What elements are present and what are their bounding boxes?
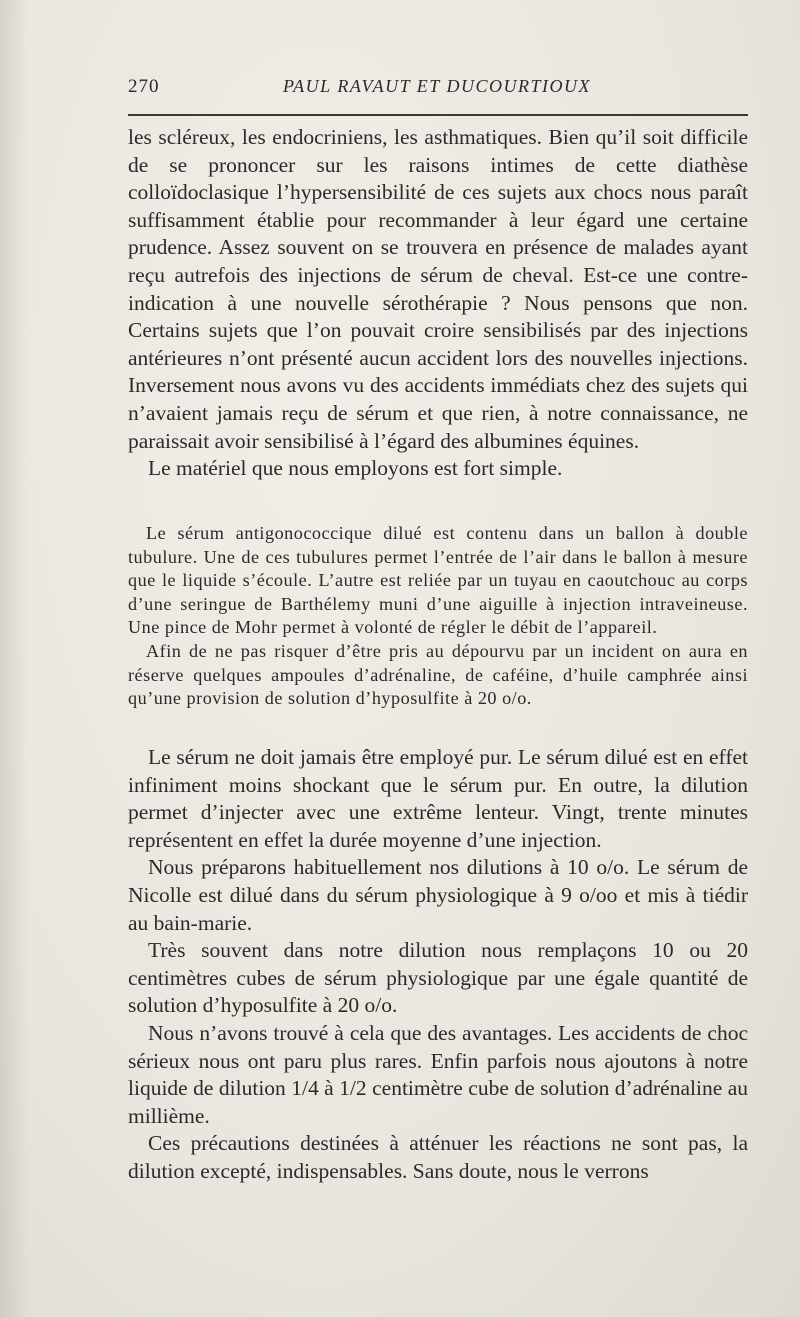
- text-block-upper: [128, 124, 748, 483]
- paragraph-8: Nous n’avons trouvé à cela que des avantages. Les accidents de choc sérieux nous ont paru plus rares. Enfin parfois nous ajoutons à notre liquide de dilution 1/4 à 1/2 centimètre cube de solution d’adrénaline au millième.: [128, 1020, 748, 1128]
- paragraph-9: Ces précautions destinées à atténuer les réactions ne sont pas, la dilution excepté, indispensables. Sans doute, nous le verrons: [128, 1131, 748, 1183]
- page-number: 270: [128, 76, 160, 97]
- page-header: [128, 76, 748, 106]
- text-block-lower: [128, 744, 748, 1186]
- paragraph-2: Le matériel que nous employons est fort simple.: [148, 456, 563, 481]
- page-gutter-shadow: [0, 0, 28, 1317]
- running-title: PAUL RAVAUT ET DUCOURTIOUX: [283, 76, 591, 96]
- paragraph-4: Afin de ne pas risquer d’être pris au dépourvu par un incident on aura en réserve quelques ampoules d’adrénaline, de caféine, d’huile camphrée ainsi qu’une provision de solution d’hyposulfite à 20 o/o.: [128, 640, 748, 709]
- paragraph-5: Le sérum ne doit jamais être employé pur. Le sérum dilué est en effet infiniment moins shockant que le sérum pur. En outre, la dilution permet d’injecter avec une extrême lenteur. Vingt, trente minutes représentent en effet la durée moyenne d’une injection.: [128, 745, 748, 852]
- paragraph-6: Nous préparons habituellement nos dilutions à 10 o/o. Le sérum de Nicolle est dilué dans du sérum physiologique à 9 o/oo et mis à tiédir au bain-marie.: [128, 855, 748, 935]
- paragraph-7: Très souvent dans notre dilution nous remplaçons 10 ou 20 centimètres cubes de sérum physiologique par une égale quantité de solution d’hyposulfite à 20 o/o.: [128, 938, 748, 1018]
- text-block-small-print: [128, 522, 748, 711]
- header-rule: [128, 114, 748, 116]
- paragraph-3: Le sérum antigonococcique dilué est contenu dans un ballon à double tubulure. Une de ces tubulures permet l’entrée de l’air dans le ballon à mesure que le liquide s’écoule. L’autre est reliée par un tuyau en caoutchouc au corps d’une seringue de Barthélemy muni d’une aiguille à injection intraveineuse. Une pince de Mohr permet à volonté de régler le débit de l’appareil.: [128, 523, 748, 638]
- paragraph-1: les scléreux, les endocriniens, les asthmatiques. Bien qu’il soit difficile de se prononcer sur les raisons intimes de cette diathèse colloïdoclasique l’hypersensibilité de ces sujets aux chocs nous paraît suffisamment établie pour recommander à leur égard une certaine prudence. Assez souvent on se trouvera en présence de malades ayant reçu autrefois des injections de sérum de cheval. Est-ce une contre-indication à une nouvelle sérothérapie ? Nous pensons que non. Certains sujets que l’on pouvait croire sensibilisés par des injections antérieures n’ont présenté aucun accident lors des nouvelles injections. Inversement nous avons vu des accidents immédiats chez des sujets qui n’avaient jamais reçu de sérum et que rien, à notre connaissance, ne paraissait avoir sensibilisé à l’égard des albumines équines.: [128, 125, 748, 453]
